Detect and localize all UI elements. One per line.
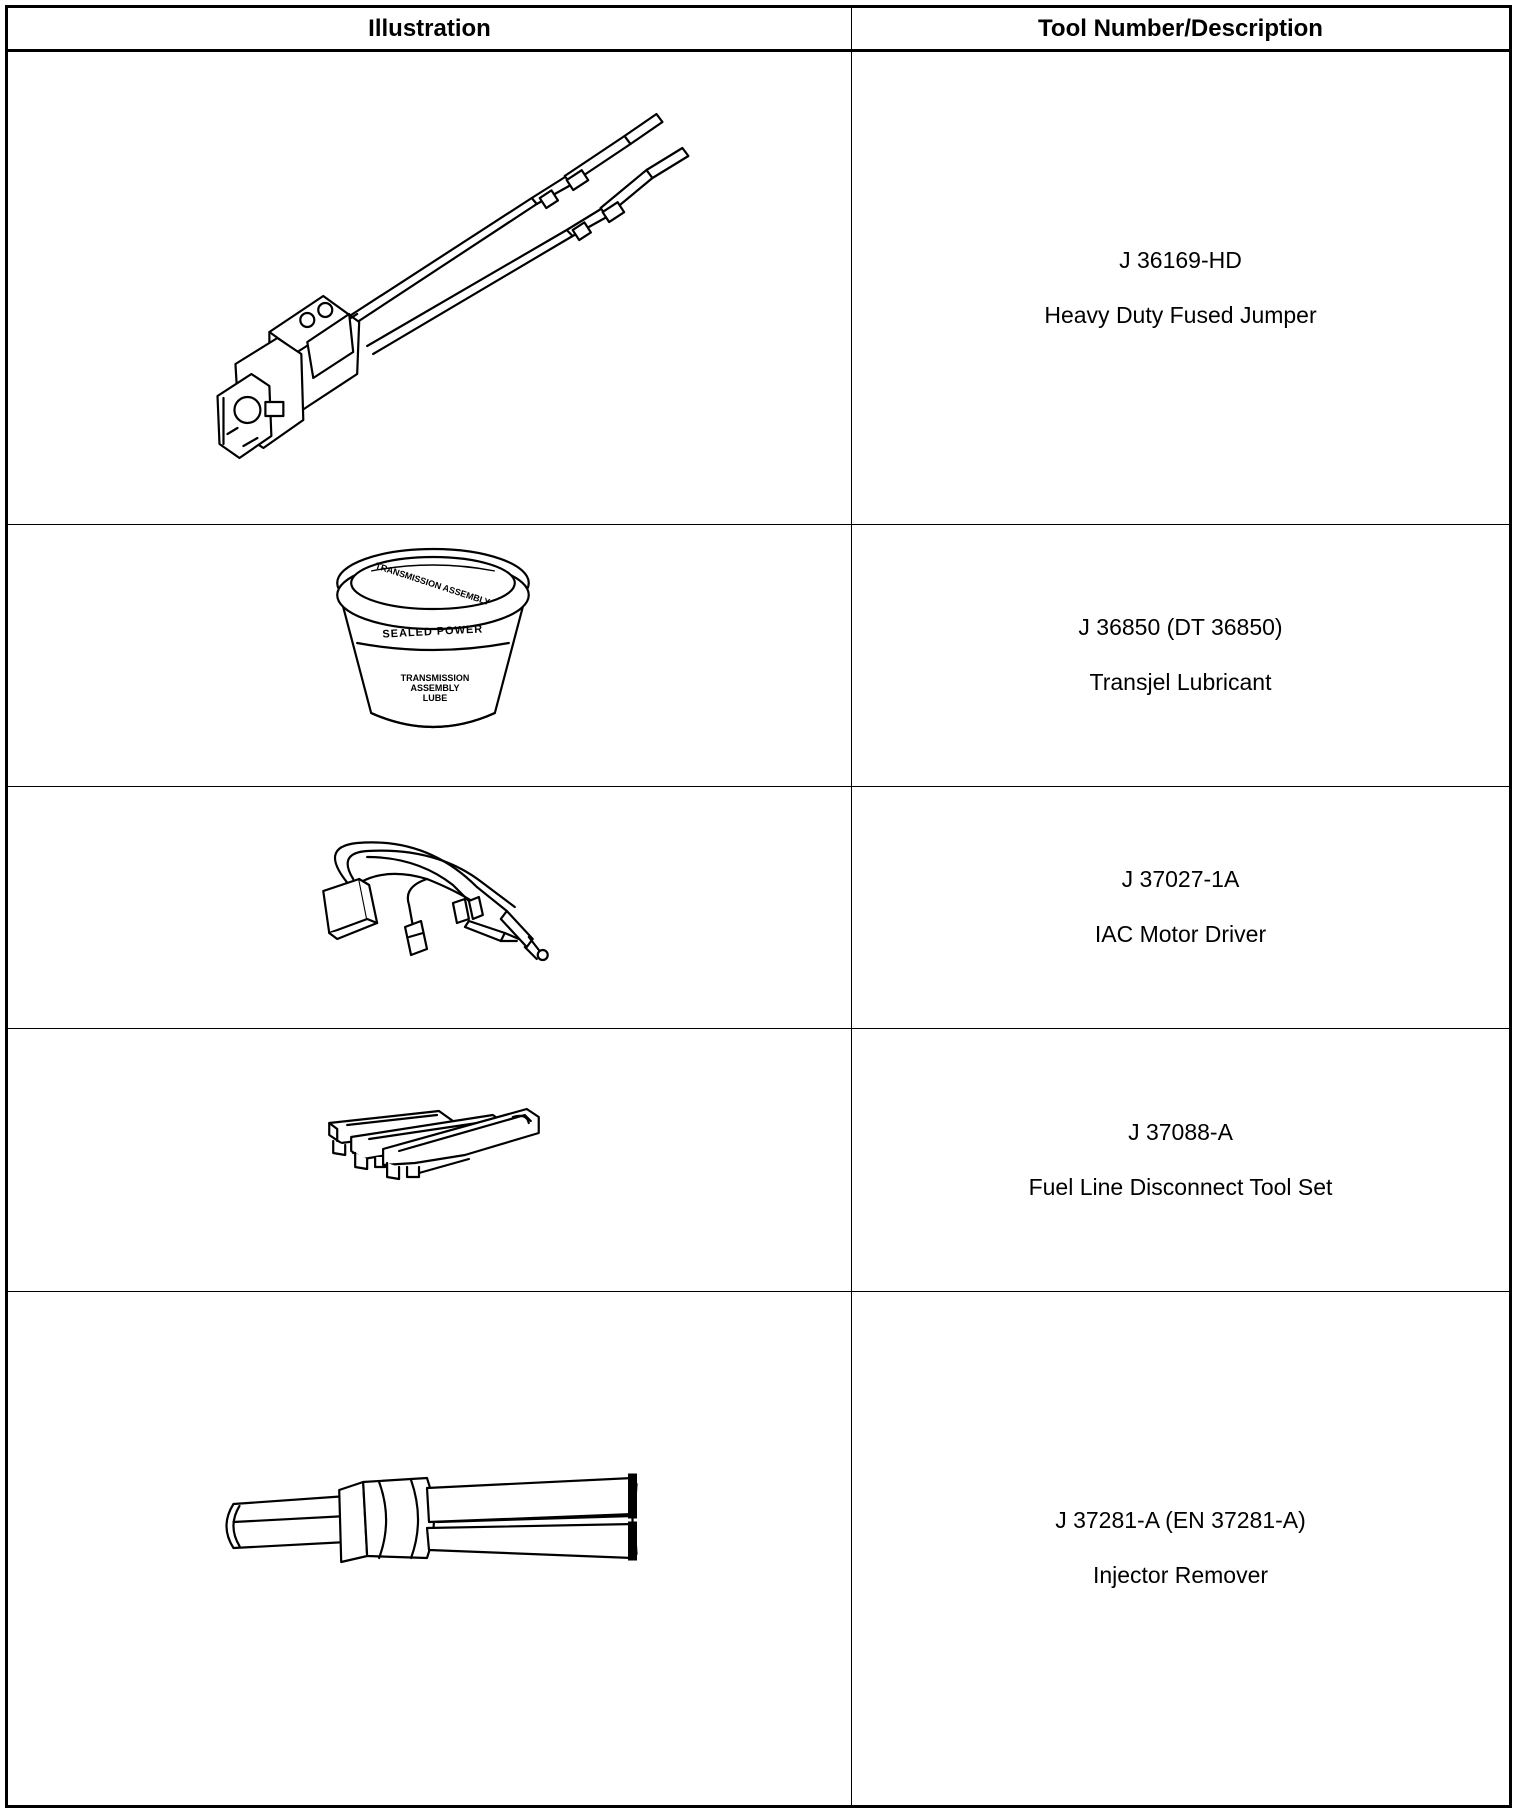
tub-label: SEALED POWER — [382, 623, 484, 641]
svg-text:TRANSMISSION ASSEMBLY: TRANSMISSION ASSEMBLY — [374, 560, 492, 608]
illustration-cell — [7, 787, 852, 1029]
table-header-row — [7, 7, 1511, 51]
table-row — [7, 787, 1511, 1029]
header-illustration: Illustration — [7, 7, 852, 51]
tool-description: Injector Remover — [1092, 1562, 1269, 1588]
tool-description: IAC Motor Driver — [1094, 921, 1267, 947]
table-row — [7, 1029, 1511, 1292]
tool-cell — [852, 787, 1511, 1029]
illustration-cell — [7, 1292, 852, 1807]
tool-number: J 37281-A (EN 37281-A) — [1055, 1507, 1306, 1534]
tool-description: Fuel Line Disconnect Tool Set — [1028, 1173, 1333, 1200]
tool-cell — [852, 525, 1511, 787]
tool-number: J 37088-A — [1128, 1118, 1233, 1145]
fused-jumper-icon — [8, 52, 851, 524]
tool-description: Heavy Duty Fused Jumper — [1044, 301, 1317, 328]
tub-body-text-3: LUBE — [422, 692, 448, 704]
motor-driver-icon — [8, 787, 851, 1028]
table-row — [7, 1292, 1511, 1807]
table-row — [7, 525, 1511, 787]
tool-cell — [852, 1029, 1511, 1292]
tool-number: J 36169-HD — [1119, 246, 1242, 273]
tool-description: Transjel Lubricant — [1089, 669, 1272, 695]
tool-cell — [852, 1292, 1511, 1807]
special-tools-table — [5, 5, 1512, 1808]
disconnect-tool-icon — [8, 1029, 851, 1291]
injector-remover-icon — [8, 1292, 851, 1805]
lubricant-tub-icon — [8, 525, 851, 786]
tub-body-text-2: ASSEMBLY — [410, 682, 460, 694]
illustration-cell — [7, 1029, 852, 1292]
illustration-cell — [7, 525, 852, 787]
tub-body-text-1: TRANSMISSION — [400, 672, 470, 684]
table-row — [7, 51, 1511, 525]
illustration-cell — [7, 51, 852, 525]
header-tool-number-description: Tool Number/Description — [852, 7, 1511, 51]
tool-cell — [852, 51, 1511, 525]
tool-number: J 36850 (DT 36850) — [1078, 614, 1283, 641]
tool-number: J 37027-1A — [1121, 866, 1240, 893]
